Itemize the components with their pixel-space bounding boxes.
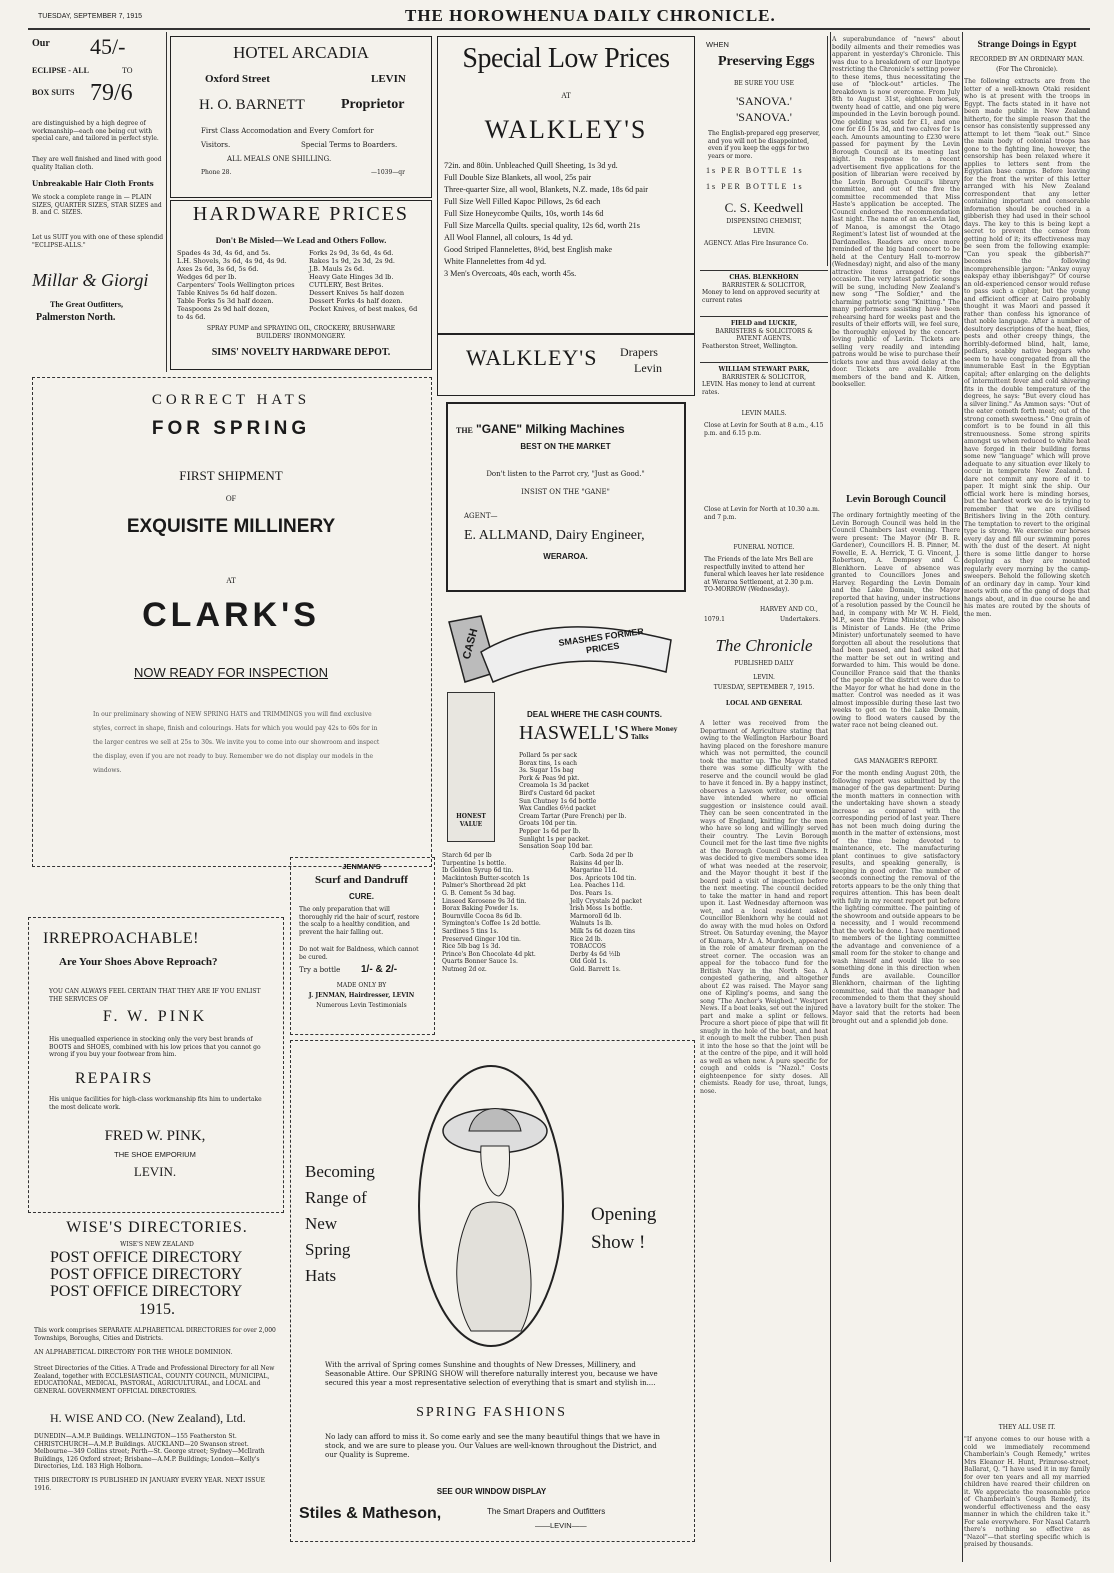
haswells-price-item: Rice 5lb bag 1s 3d.	[442, 943, 501, 951]
honest-value-label: HONEST VALUE	[447, 692, 495, 842]
haswells-price-item: Ib Golden Syrup 6d tin.	[442, 867, 514, 875]
hardware-price-item: Spades 4s 3d, 4s 6d, and 5s.	[177, 249, 271, 257]
wises-directories-ad: WISE'S DIRECTORIES. WISE'S NEW ZEALAND POST OFFICE DIRECTORY POST OFFICE DIRECTORY POST OFFICE DIRECTORY 1915. This work comprises SEPARATE ALPHABETICAL DIRECTORIES for over 2,000 Townships, Boroughs, Cities and Districts. AN ALPHABETICAL DIRECTORY FOR THE WHOLE DOMINION. Street Directories of the Cities. A Trade and Professional Directory for all New Zealand, together with ECCLESIASTICAL, COUNTY COUNCIL, MUNICIPAL, EDUCATIONAL, MEDICAL, PASTORAL, AGRICULTURAL, and LOCAL and GENERAL GOVERNMENT OFFICIAL DIRECTORIES. H. WISE AND CO. (New Zealand), Ltd. DUNEDIN—A.M.P. Buildings. WELLINGTON—155 Featherston St. CHRISTCHURCH—A.M.P. Buildings. AUCKLAND—20 Swanson street. Melbourne—349 Collins street; Perth—St. George street; Sydney—McIlrath Buildings, 126 Oxford street; Brisbane—A.M.P. Buildings; London—Kelly's Directories, Ltd. 183 High Holborn. THIS DIRECTORY IS PUBLISHED IN JANUARY EVERY YEAR. NEXT ISSUE 1916.	[34, 1219, 276, 1492]
walkleys-item: Three-quarter Size, all wool, Blankets, N.Z. made, 18s 6d pair	[444, 185, 648, 194]
gane-milking-ad: THE "GANE" Milking Machines BEST ON THE MARKET Don't listen to the Parrot cry, "Just as Good." INSIST ON THE "GANE" AGENT— E. ALLMAND, Dairy Engineer, WERAROA.	[446, 402, 686, 592]
walkleys-item: Full Size Marcella Quilts. special quality, 12s 6d, worth 21s	[444, 221, 640, 230]
hardware-price-item: Wedges 6d per lb.	[177, 273, 237, 281]
walkleys-item: Full Size Honeycombe Quilts, 10s, worth 14s 6d	[444, 209, 604, 218]
stiles-heading-word: Becoming	[305, 1162, 375, 1181]
stiles-heading-word: Show !	[591, 1232, 646, 1253]
haswells-price-item: Linseed Kerosene 9s 3d tin.	[442, 897, 527, 905]
hardware-price-item: Rakes 1s 9d, 2s 3d, 2s 9d.	[309, 257, 395, 265]
hardware-price-item: Pocket Knives, of best makes, 6d	[309, 305, 418, 313]
hardware-price-item: Forks 2s 9d, 3s 6d, 4s 6d.	[309, 249, 394, 257]
hardware-price-item: Table Knives 5s 6d half dozen.	[177, 289, 278, 297]
stiles-right-words	[591, 1201, 691, 1257]
hardware-price-item: CUTLERY, Best Brites.	[309, 281, 384, 289]
council-headline: Levin Borough Council	[846, 494, 946, 505]
stiles-heading-word: Range of	[305, 1188, 367, 1207]
haswells-price-item: Sardines 5 tins 1s.	[442, 927, 499, 935]
professional-card	[700, 270, 828, 316]
issue-date: TUESDAY, SEPTEMBER 7, 1915	[38, 13, 143, 20]
haswells-price-item: Turpentine 1s bottle.	[442, 859, 507, 867]
news-column-2: A letter was received from the Department of Agriculture stating that owing to the Wellington Harbour Board having placed on the foreshore manure which was not permitted, the council took the matter up. The Mayor stated there was some difficulty with the reserve and the council would be glad to have it fenced in. By a happy instinct, observes a Lawson writer, our women have intended where no official suggestion or insistence could avail. They can be seen concentrated in the ways of England, knitting for the men who have so long and willingly served their country. The Levin Borough Council met for the last time five nights at the Borough Council Chambers. It was decided to give members some idea of what was needed at the reservoir, and the Mayor thought it best if the board paid a visit of inspection before the next meeting. The council decided to take the matter in hand and report upon it. Last Wednesday afternoon was wet, and a local resident asked Councillor Blenkhorn why he could not do away with the mud holes on Oxford Street. On Saturday evening, the Mayor of Kumara, Mr A. A. Murdoch, appeared in the role of amateur fireman on the street corner. The occasion was an appeal for the tobacco fund for the British Navy in the North Sea. A congested gathering, and altogether about £2 was raised. The Mayor sang one of Kipling's poems, and sang the song "The Anchor's Weighed." Westport News. If a boat leaks, set out the injured part and make a splint or fellows. Procure a short piece of pipe that will fit snugly in the hole of the boat, and heat it enough to melt the rubber. Then push it into the hose so that the joint will be at the centre of the pipe, and it will hold as well as when new. A pure specific for cough and colds is "Nazol." Costs eighteenpence for sixty doses. All chemists. Ready for use, throat, lungs, nose.	[700, 720, 828, 1095]
haswells-left-list	[442, 852, 566, 974]
card-role: BARRISTERS & SOLICITORS & PATENT AGENTS.	[715, 327, 813, 343]
haswells-price-item: Borax tins, 1s each	[519, 759, 578, 767]
haswells-price-item: Marmoroll 6d lb.	[570, 912, 622, 920]
card-l: LEVIN. Has money to lend at current rates.	[702, 381, 816, 396]
haswells-price-item: Carb. Soda 2d per lb	[570, 852, 634, 859]
haswells-price-item: Gold. Barrett 1s.	[570, 965, 621, 973]
news-column-1: A superabundance of "news" about bodily ailments and their remedies was apparent in yesterday's Chronicle. This was due to a breakdown of our linotype restricting the Chronicle's setting power to these items, thus necessitating the use of "block-out" articles. The breakdown is now overcome. From July 8th to August 31st, eighteen horses, twenty head of cattle, and one pig were impounded in the Levin borough pound. One gelding was sold for £1, and one cow for £6 15s 3d, and two calves for 1s each. Amounts amounting to £230 were passed for payment by the Levin Borough Council at its meeting last night. In response to a recent advertisement five applications for the position of librarian were received by the Levin Borough Council's library committee, and out of the five the committee recommended that Miss Haste's application be accepted. The Council endorsed the recommendation last night. The name of an ex-Levin lad, of Manoa, is amongst the Otago Regiment's latest list of wounded at the Dardanelles. Readers are once more reminded of the big band concert to be held at the Century Hall to-morrow (Wednesday) night, and also of the many attractive items arranged for the occasion. The very latest patriotic songs will be sung, including New Zealand's new song "The Soldier," and the charming patriotic song "Knitting." The many performers assisting have been rehearsing hard for weeks past and the results of their efforts will, we feel sure, be thoroughly enjoyed by the concert-loving public of Levin. Tickets are selling very readily and intending patrons would be wise to purchase their tickets now and thus avoid delay at the door. Tickets are available from members of the band and K. Aitken, bookseller.	[832, 36, 960, 388]
professional-card	[700, 362, 828, 408]
hotel-arcadia-ad: HOTEL ARCADIA Oxford Street LEVIN H. O. BARNETT Proprietor First Class Accomodation and Every Comfort for Visitors. Special Terms to Boarders. ALL MEALS ONE SHILLING. Phone 28. —1039—qr	[170, 36, 432, 198]
walkleys-item: Full Double Size Blankets, all wool, 25s pair	[444, 173, 592, 182]
walkleys-item: All Wool Flannel, all colours, 1s 4d yd.	[444, 233, 573, 242]
card-name: CHAS. BLENKHORN	[729, 274, 799, 281]
levin-mails: LEVIN MAILS. Close at Levin for South at 8 a.m., 4.15 p.m. and 6.15 p.m. Close at Levin for North at 10.30 a.m. and 7 p.m.	[704, 410, 824, 521]
chronicle-masthead: The Chronicle PUBLISHED DAILY LEVIN. TUESDAY, SEPTEMBER 7, 1915. LOCAL AND GENERAL	[713, 636, 815, 707]
hardware-price-item: L.H. Shovels, 3s 6d, 4s 9d, 4s 9d.	[177, 257, 287, 265]
news-column-6: "If anyone comes to our house with a cold we immediately recommend Chamberlain's Cough Remedy," writes Mrs Eleanor H. Hunt, Primrose-street, Ballarat, Q. "I have used it in my family for over ten years and all my married children have reared their children on it. We appreciate the reasonable price of Chamberlain's Cough Remedy, its wonderful effectiveness and the easy manner in which the children take it." For sale everywhere. For Nasal Catarrh there's nothing so effective as "Nazol"—that sterling specific which is praised by thousands.	[964, 1436, 1090, 1548]
professional-cards	[700, 270, 828, 408]
haswells-price-item: Pollard 5s per sack	[519, 752, 578, 759]
card-name: FIELD and LUCKIE,	[730, 320, 798, 327]
haswells-price-item: Symington's Coffee 1s 2d bottle.	[442, 920, 541, 928]
clarks-name: CLARK'S	[142, 596, 320, 634]
egypt-headline: Strange Doings in Egypt	[977, 40, 1077, 50]
haswells-price-item: Bird's Custard 6d packet	[519, 789, 595, 797]
haswells-price-item: 3s. Sugar 15s bag	[519, 767, 574, 775]
card-l: Featherston Street, Wellington.	[702, 342, 798, 350]
they-all-use-it-headline: THEY ALL USE IT.	[998, 1424, 1056, 1431]
haswells-ad: CASH SMASHES FORMER PRICES HONEST VALUE DEAL WHERE THE CASH COUNTS. HASWELL'S Where Money Talks Pollard 5s per sack Borax tins, 1s each 3s. Sugar 15s bag Pork & Peas 9d pkt. Creamola 1s 3d packet Bird's Custard 6d packet Sun Chutney 1s 6d bottle Wax Candles 6½d packet Cream Tartar (Pure French) per lb. Groats 10d per tin. Pepper 1s 6d per lb. Sunlight 1s per packet. Sensation Soap 10d bar.	[437, 612, 695, 844]
hardware-left-list	[177, 249, 305, 321]
haswells-price-item: G. B. Cement 5s 3d bag.	[442, 889, 516, 897]
haswells-price-item: Creamola 1s 3d packet	[519, 782, 590, 790]
lady-in-hat-illustration	[411, 1061, 571, 1351]
hardware-price-item: Dessert Forks 4s half dozen.	[309, 297, 403, 305]
funeral-notice: FUNERAL NOTICE. The Friends of the late Mrs Bell are respectfully invited to attend her funeral which leaves her late residence at Weraroa Settlement, at 2.30 p.m. TO-MORROW (Wednesday). HARVEY AND CO., 1079.1 Undertakers.	[704, 544, 824, 623]
walkleys-item: 72in. and 80in. Unbleached Quill Sheeting, 1s 3d yd.	[444, 161, 618, 170]
hardware-price-item: Dessert Knives 5s half dozen	[309, 289, 405, 297]
card-role: BARRISTER & SOLICITOR,	[721, 373, 806, 381]
millar-giorgi-ad: Our 45/- ECLIPSE - ALL TO BOX SUITS 79/6 are distinguished by a high degree of workmanship—each one being cut with special care, and tailored in perfect style. They are well finished and lined with good quality Italian cloth. Unbreakable Hair Cloth Fronts We stock a complete range in — PLAIN SIZES, QUARTER SIZES, STAR SIZES and B. and C. SIZES. Let us SUIT you with one of these splendid "ECLIPSE-ALLS." Millar & Giorgi The Great Outfitters, Palmerston North.	[32, 34, 164, 323]
walkleys-item-list	[444, 161, 690, 281]
haswells-price-item: Mackintosh Butter-scotch 1s	[442, 874, 530, 882]
haswells-price-item: Dos. Pears 1s.	[570, 889, 613, 897]
haswells-price-item: Quarts Bonner Sauce 1s.	[442, 958, 518, 966]
walkleys-drapers-ad: WALKLEY'S Drapers Levin	[437, 334, 695, 396]
jenman-dandruff-ad: JENMAN'S Scurf and Dandruff CURE. The only preparation that will thoroughly rid the hair of scurf, restore the scalp to a healthy condition, and prevent the hair falling out. Do not wait for Baldness, which cannot be cured. Try a bottle 1/- & 2/- MADE ONLY BY J. JENMAN, Hairdresser, LEVIN Numerous Levin Testimonials	[290, 857, 435, 1035]
hardware-price-item: Carpenters' Tools Wellington prices	[177, 281, 295, 289]
gas-report-headline: GAS MANAGER'S REPORT.	[854, 758, 938, 765]
news-column-4: For the month ending August 20th, the following report was submitted by the manager of the gas department: During the month matters in connection with the undertaking have shown a steady increase as compared with the corresponding period of last year. There has not been much doing during the month in the matter of extensions, most of the time being devoted to maintenance, etc. The manufacturing plant continues to give satisfactory results, and speaking generally, is keeping in good order. The number of seconds connecting the removal of the retorts appears to be the only thing that requires attention. This has been dealt with fully in my recent report put before the lighting committee. The painting of the showroom and outside appears to be a necessity, and I would recommend that the work be done. I have mentioned to members of the lighting committee the advantage and convenience of a small room for the stoker to change and wash himself and would like to see something done in this direction when funds are available. Councillor Blenkhorn, chairman of the lighting committee, said that the manager had recommended to them that they should have a lavatory built for the stoker. The Mayor said that the retorts had been brought out and a splendid job done.	[832, 770, 960, 1025]
haswells-price-item: Margarine 11d.	[570, 867, 618, 875]
haswells-price-item: Borax Baking Powder 1s.	[442, 905, 519, 913]
walkleys-item: Good Striped Flannelettes, 8½d, best English make	[444, 245, 613, 254]
news-column-3: The ordinary fortnightly meeting of the Levin Borough Council was held in the Council Chambers last evening. There were present: The Mayor (Mr B. R. Gardener), Councillors H. B. Pinner, M. Fowelle, E. A. Herrick, T. G. Vincent, J. Robertson, A. Dempsey and C. Blenkhorn. Leave of absence was granted to Councillors Jones and Harvey. Regarding the Levin Domain and the Lake Domain, the Mayor reported that having, under instructions of a resolution passed by the Council he had, in company with Mr W. H. Field, M.P., seen the Prime Minister, who also is Minister of Lands. He (the Prime Minister) unfortunately seemed to have forgotten all about the resolutions that had been passed, and had asked that the matter be set out in writing and forwarded to him. This would be done. Councillor France said that the thanks of the people of the district were due to the Mayor for what he had done in the matter. Control was needed as it was almost impossible during these last two weeks to get on to the Lake Domain, owing to flood waters caused by the water race not being cleaned out.	[832, 512, 960, 729]
haswells-price-item: Dos. Apricots 10d tin.	[570, 874, 637, 882]
millar-name: Millar & Giorgi	[32, 270, 149, 290]
hardware-price-item: Axes 2s 6d, 3s 6d, 5s 6d.	[177, 265, 259, 273]
haswells-price-item: Groats 10d per tin.	[519, 820, 577, 828]
haswells-price-item: Wax Candles 6½d packet	[519, 805, 596, 813]
professional-card	[700, 316, 828, 362]
haswells-price-item: Walnuts 1s lb.	[570, 920, 613, 928]
haswells-price-item: Nutmeg 2d oz.	[442, 965, 487, 973]
haswells-price-item: Preserved Ginger 10d tin.	[442, 935, 521, 943]
haswells-price-item: Starch 6d per lb	[442, 852, 492, 859]
card-name: WILLIAM STEWART PARK,	[718, 366, 810, 373]
stiles-heading-word: Hats	[305, 1266, 337, 1285]
haswells-price-item: Sun Chutney 1s 6d bottle	[519, 797, 597, 805]
stiles-heading-word: Opening	[591, 1204, 657, 1225]
haswells-price-item: Pork & Peas 9d pkt.	[519, 774, 580, 782]
hardware-price-item: to 4s 6d.	[177, 313, 206, 321]
hardware-right-list	[309, 249, 429, 313]
haswells-price-item: Jelly Crystals 2d packet	[570, 897, 642, 905]
haswells-price-item: Prince's Bon Chocolate 4d pkt.	[442, 950, 536, 958]
hardware-price-item: Teaspoons 2s 9d half dozen,	[177, 305, 270, 313]
haswells-price-item: Old Gold 1s.	[570, 958, 608, 966]
clarks-millinery-ad: CORRECT HATS FOR SPRING FIRST SHIPMENT OF EXQUISITE MILLINERY AT CLARK'S NOW READY FOR INSPECTION In our preliminary showing of NEW SPRING HATS and TRIMMINGS you will find exclusive styles, correct in shape, finish and colourings. Hats for which you would pay 42s to 60s for in the larger centres we sell at 25s to 30s. We invite you to come into our showroom and inspect the display, even if you are not ready to buy. Remember we do not display our models in the windows.	[32, 377, 432, 867]
haswells-price-item: Derby 4s 6d ½lb	[570, 950, 621, 958]
news-column-5: The following extracts are from the letter of a well-known Otaki resident who is at present with the troops in Egypt. The facts stated in it have not been made public in New Zealand hitherto, for the simple reason that the censor has consistently suppressed any attempt to let them "leak out." Since the main body of colonial troops has gone to the fighting line, however, the censorship has been relaxed where it applies to letters sent from the Egyptian base camps. Before leaving for the front the writer of this letter arranged with his New Zealand correspondent that any letter containing important and censorable information should be couched in a gibberish they had used in their school days. The key to this is being kept a secret to prevent the censor from getting hold of it; its effectiveness may be seen from the following example: "Can you speak the gibberish?" becomes the following incomprehensible jargon: "Ankay ouyay eakspay ethay ibberishgay?" Of course an old-experienced censor would refuse to pass such a cipher, but the young and efficient officer at Cairo probably thought it was Maori and passed it rather than confess his ignorance of that noble language. After a number of desultory descriptions of the heat, flies, pests and other creepy things, the horribly-deformed blind, halt, lame, pedlars, scabby native beggars who seem to have congregated from all the innumerable East in the Egyptian capital; after enlarging on the delights of intermittent fever and cold shivering fits in the double temperature of the degrees, he says: "But every cloud has a silver lining." As Ammon says: "Out of the eater cometh forth meat; out of the strong cometh sweetness." One grain of comfort is to be found in all this strenuousness. Some strong spirits amongst us when reduced to white heat have forged in their building forms some new "language" which will prove adequate to any situation ever likely to occur in temperate New Zealand. I dare not commit any more of it to paper. It might sink the ship. Our official work here is minding horses, but the hardest work we do is trying to remember that we are civilised Britishers living in the 20th century. The temptation to revert to the original type is strong. We exercise our horses every day and fill our swimming pores with the dust of the desert. At night there is some little danger to horse deploying as they are mounted regularly every morning by the camp-sweepers. Behold the following sketch of an ordinary day in camp. Your kind meets with one of the gang of dogs that hangs about, and in due course he and his mates are routed by the shouts of the men.	[964, 78, 1090, 618]
haswells-price-item: Sunlight 1s per packet.	[519, 835, 590, 843]
haswells-price-item: Cream Tartar (Pure French) per lb.	[519, 812, 627, 820]
hardware-price-item: J.B. Mauls 2s 6d.	[309, 265, 365, 273]
stiles-left-words	[291, 1159, 379, 1289]
masthead-title: THE HOROWHENUA DAILY CHRONICLE.	[405, 6, 776, 25]
walkleys-item: 3 Men's Overcoats, 40s each, worth 45s.	[444, 269, 577, 278]
walkleys-item: White Flannelettes from 4d yd.	[444, 257, 547, 266]
haswells-price-item: Pepper 1s 6d per lb.	[519, 827, 581, 835]
walkleys-prices-ad: Special Low Prices AT WALKLEY'S 72in. and 80in. Unbleached Quill Sheeting, 1s 3d yd. Full Double Size Blankets, all wool, 25s pair Three-quarter Size, all wool, Blankets, N.Z. made, 18s 6d pair Full Size Well Filled Kapoc Pillows, 2s 6d each Full Size Honeycombe Quilts, 10s, worth 14s 6d Full Size Marcella Quilts. special quality, 12s 6d, worth 21s All Wool Flannel, all colours, 1s 4d yd. Good Striped Flannelettes, 8½d, best English make White Flannelettes from 4d yd. 3 Men's Overcoats, 40s each, worth 45s.	[437, 36, 695, 334]
haswells-price-item: Bournville Cocoa 8s 6d lb.	[442, 912, 522, 920]
hardware-prices-ad: HARDWARE PRICES Don't Be Misled—We Lead and Others Follow. Spades 4s 3d, 4s 6d, and 5s. L.H. Shovels, 3s 6d, 4s 9d, 4s 9d. Axes 2s 6d, 3s 6d, 5s 6d. Wedges 6d per lb. Carpenters' Tools Wellington prices Table Knives 5s 6d half dozen. Table Forks 5s 3d half dozen. Teaspoons 2s 9d half dozen, to 4s 6d. Forks 2s 9d, 3s 6d, 4s 6d. Rakes 1s 9d, 2s 3d, 2s 9d. J.B. Mauls 2s 6d. Heavy Gate Hinges 3d lb. CUTLERY, Best Brites. Dessert Knives 5s half dozen Dessert Forks 4s half dozen. Pocket Knives, of best makes, 6d SPRAY PUMP and SPRAYING OIL, CROCKERY, BRUSHWARE BUILDERS' IRONMONGERY. SIMS' NOVELTY HARDWARE DEPOT.	[170, 200, 432, 370]
card-l: Money to lend on approved security at current rates	[702, 289, 820, 304]
pink-shoes-ad: IRREPROACHABLE! Are Your Shoes Above Reproach? YOU CAN ALWAYS FEEL CERTAIN THAT THEY ARE IF YOU ENLIST THE SERVICES OF F. W. PINK His unequalled experience in stocking only the very best brands of BOOTS and SHOES, combined with his low prices that you cannot go wrong if you buy your footwear from him. REPAIRS His unique facilities for high-class workmanship fits him to undertake the most delicate work. FRED W. PINK, THE SHOE EMPORIUM LEVIN.	[28, 917, 284, 1213]
stiles-heading-word: New	[305, 1214, 338, 1233]
haswells-price-item: Palmer's Shortbread 2d pkt	[442, 882, 526, 890]
stiles-heading-word: Spring	[305, 1240, 351, 1259]
hardware-price-item: Table Forks 5s 3d half dozen.	[177, 297, 274, 305]
haswells-price-item: Lea. Peaches 11d.	[570, 882, 625, 890]
stiles-matheson-ad: Becoming Range of New Spring Hats Opening Show ! With the arrival of Spring comes Sunshine and thoughts of New Dresses, Millinery, and Seasonable Attire. Our SPRING SHOW will therefore naturally interest you, because we have secured this year a most representative selection of everything that is smart and stylish in.... SPRING FASHIONS No lady can afford to miss it. So come early and see the many beautiful things that we have in stock, and we are sure to please you. Our Values are well-known throughout the District, and our Quality is Supreme. SEE OUR WINDOW DISPLAY Stiles & Matheson, The Smart Drapers and Outfitters ——LEVIN——	[290, 1040, 695, 1542]
haswells-price-item: TOBACCOS	[570, 943, 606, 951]
haswells-price-item: Irish Moss 1s bottle.	[570, 905, 633, 913]
walkleys-item: Full Size Well Filled Kapoc Pillows, 2s 6d each	[444, 197, 601, 206]
haswells-price-item: Raisins 4d per lb.	[570, 859, 624, 867]
sanova-eggs-ad: WHEN Preserving Eggs BE SURE YOU USE 'SANOVA.' 'SANOVA.' The English-prepared egg preserver, and you will not be disappointed, even if you keep the eggs for two years or more. 1s PER BOTTLE 1s 1s PER BOTTLE 1s C. S. Keedwell DISPENSING CHEMIST, LEVIN. AGENCY. Atlas Fire Insurance Co.	[700, 36, 828, 266]
haswells-right-list	[570, 852, 694, 974]
haswells-price-item: Milk 5s 6d dozen tins	[570, 927, 636, 935]
haswells-price-item: Sensation Soap 10d bar.	[519, 843, 593, 851]
haswells-price-item: Rice 2d lb.	[570, 935, 603, 943]
card-role: BARRISTER & SOLICITOR,	[721, 281, 806, 289]
hardware-price-item: Heavy Gate Hinges 3d lb.	[309, 273, 394, 281]
haswells-top-list	[519, 752, 689, 851]
